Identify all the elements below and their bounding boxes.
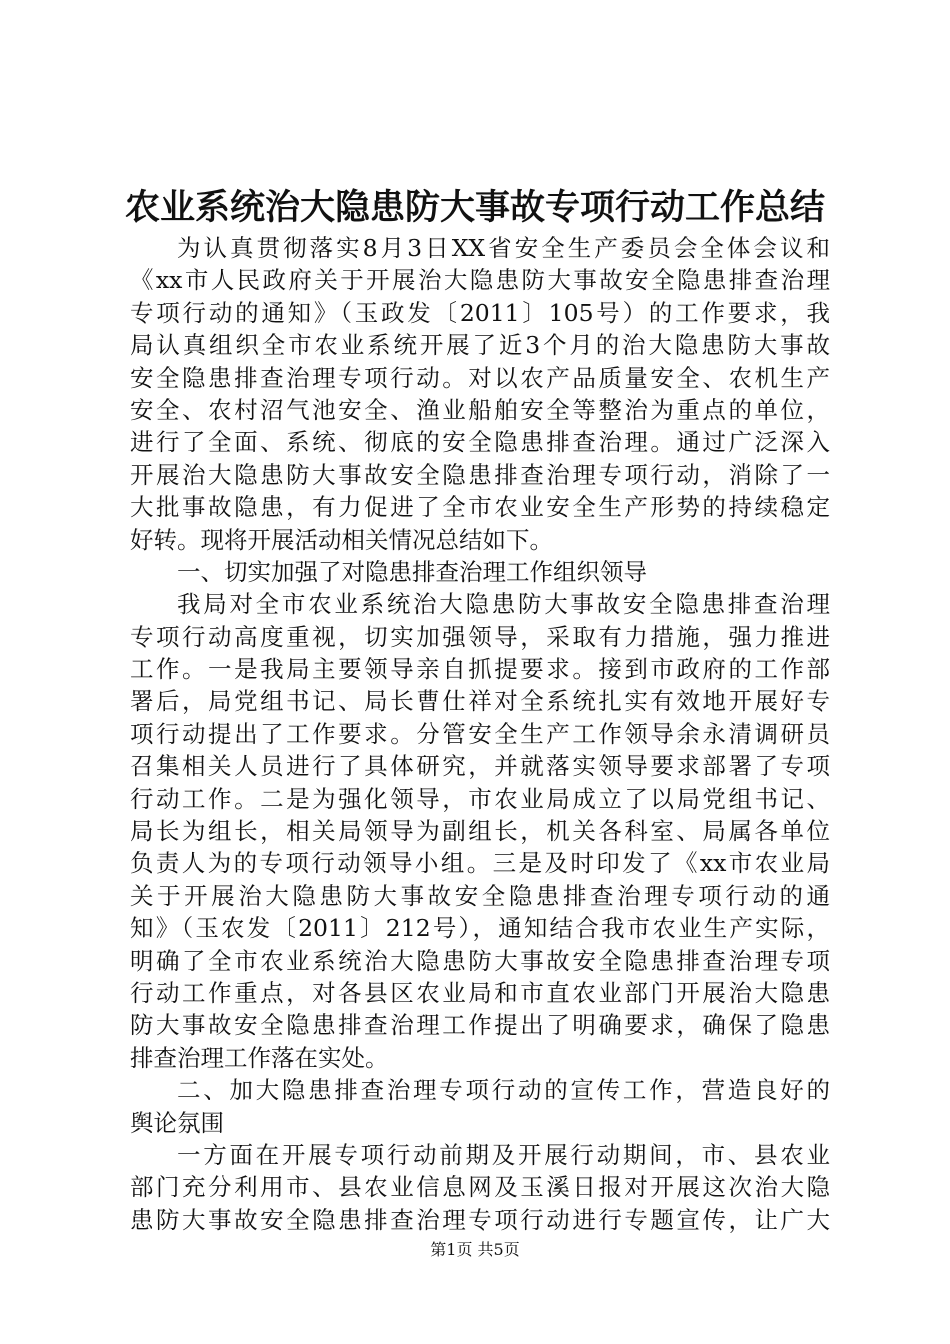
paragraph-line: 防大事故安全隐患排查治理工作提出了明确要求，确保了隐患: [130, 1011, 830, 1040]
paragraph-line: 局认真组织全市农业系统开展了近3个月的治大隐患防大事故: [130, 331, 830, 360]
paragraph-line: 负责人为的专项行动领导小组。三是及时印发了《xx市农业局: [130, 849, 830, 878]
paragraph-line: 专项行动高度重视，切实加强领导，采取有力措施，强力推进: [130, 622, 830, 651]
document-title: 农业系统治大隐患防大事故专项行动工作总结: [124, 187, 825, 228]
paragraph-line: 部门充分利用市、县农业信息网及玉溪日报对开展这次治大隐: [130, 1173, 830, 1202]
paragraph-line: 进行了全面、系统、彻底的安全隐患排查治理。通过广泛深入: [130, 428, 830, 457]
paragraph-line: 排查治理工作落在实处。: [130, 1043, 389, 1072]
paragraph-line: 知》（玉农发〔2011〕212号），通知结合我市农业生产实际，: [130, 914, 830, 943]
paragraph-line: 安全隐患排查治理专项行动。对以农产品质量安全、农机生产: [130, 363, 830, 392]
paragraph-line: 召集相关人员进行了具体研究，并就落实领导要求部署了专项: [130, 752, 830, 781]
paragraph-line: 署后，局党组书记、局长曹仕祥对全系统扎实有效地开展好专: [130, 687, 830, 716]
page-number-footer: 第1页 共5页: [430, 1240, 520, 1259]
section-heading-2: 二、加大隐患排查治理专项行动的宣传工作，营造良好的: [177, 1076, 830, 1105]
paragraph-line: 安全、农村沼气池安全、渔业船舶安全等整治为重点的单位，: [130, 395, 830, 424]
paragraph-line: 大批事故隐患，有力促进了全市农业安全生产形势的持续稳定: [130, 493, 830, 522]
paragraph-line: 好转。现将开展活动相关情况总结如下。: [130, 525, 553, 554]
paragraph-line: 行动工作。二是为强化领导，市农业局成立了以局党组书记、: [130, 784, 830, 813]
paragraph-line: 《xx市人民政府关于开展治大隐患防大事故安全隐患排查治理: [130, 266, 830, 295]
paragraph-line: 关于开展治大隐患防大事故安全隐患排查治理专项行动的通: [130, 881, 830, 910]
paragraph-line: 为认真贯彻落实8月3日XX省安全生产委员会全体会议和: [177, 234, 830, 262]
document-body: [130, 232, 830, 1236]
section-heading-1: 一、切实加强了对隐患排查治理工作组织领导: [177, 557, 647, 586]
paragraph-line: 行动工作重点，对各县区农业局和市直农业部门开展治大隐患: [130, 978, 830, 1007]
paragraph-line: 开展治大隐患防大事故安全隐患排查治理专项行动，消除了一: [130, 460, 830, 489]
paragraph-line: 工作。一是我局主要领导亲自抓提要求。接到市政府的工作部: [130, 655, 830, 684]
paragraph-line: 专项行动的通知》（玉政发〔2011〕105号）的工作要求，我: [130, 298, 830, 327]
paragraph-line: 局长为组长，相关局领导为副组长，机关各科室、局属各单位: [130, 817, 830, 846]
paragraph-line: 明确了全市农业系统治大隐患防大事故安全隐患排查治理专项: [130, 946, 830, 975]
paragraph-line: 一方面在开展专项行动前期及开展行动期间，市、县农业: [177, 1140, 830, 1169]
paragraph-line: 我局对全市农业系统治大隐患防大事故安全隐患排查治理: [177, 590, 830, 619]
paragraph-line: 项行动提出了工作要求。分管安全生产工作领导余永清调研员: [130, 719, 830, 748]
paragraph-line: 患防大事故安全隐患排查治理专项行动进行专题宣传，让广大: [130, 1205, 830, 1234]
section-heading-2-cont: 舆论氛围: [130, 1108, 224, 1137]
